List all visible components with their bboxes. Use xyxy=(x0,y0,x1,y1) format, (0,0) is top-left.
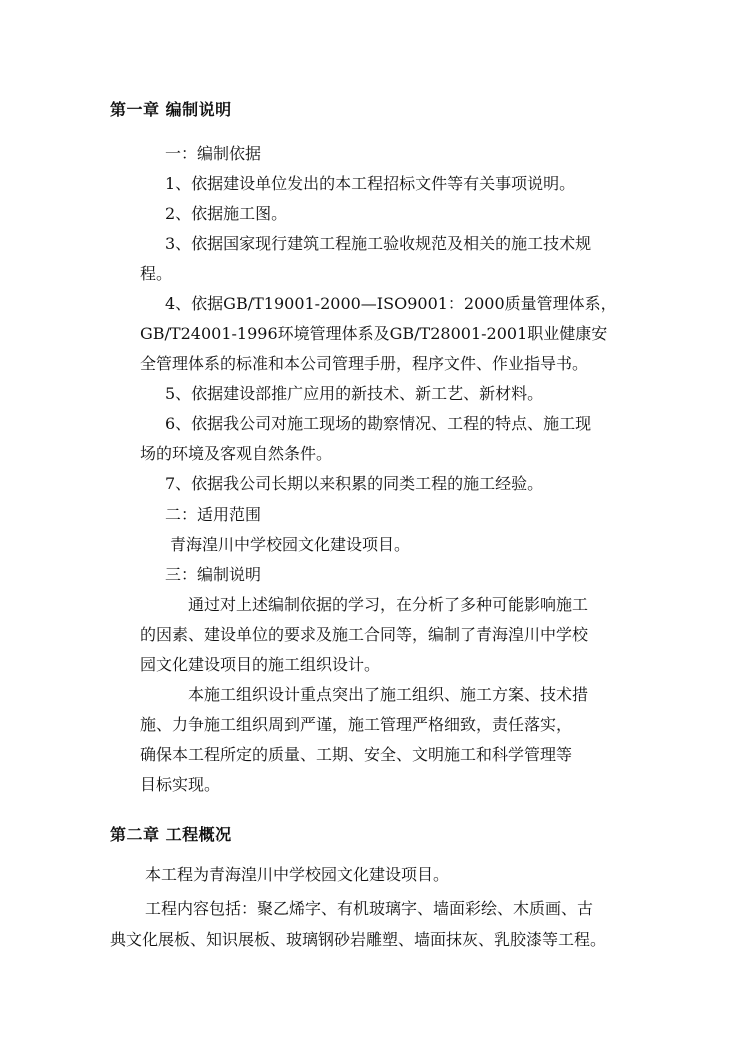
description-1-line-2: 的因素、建设单位的要求及施工合同等，编制了青海湟川中学校 xyxy=(140,625,589,644)
basis-item-1: 1、依据建设单位发出的本工程招标文件等有关事项说明。 xyxy=(165,174,576,193)
chapter-1-heading: 第一章 编制说明 xyxy=(110,100,232,119)
description-2-line-3: 确保本工程所定的质量、工期、安全、文明施工和科学管理等 xyxy=(140,745,573,764)
description-2-line-4: 目标实现。 xyxy=(140,775,221,794)
basis-item-3-line-2: 程。 xyxy=(140,264,173,283)
description-2-line-2: 施、力争施工组织周到严谨，施工管理严格细致，责任落实， xyxy=(140,715,573,734)
description-2-line-1: 本施工组织设计重点突出了施工组织、施工方案、技术措 xyxy=(188,685,589,704)
basis-item-4-line-3: 全管理体系的标准和本公司管理手册，程序文件、作业指导书。 xyxy=(140,354,589,373)
basis-item-7: 7、依据我公司长期以来积累的同类工程的施工经验。 xyxy=(165,474,544,493)
basis-item-4-line-1: 4、依据GB/T19001-2000—ISO9001：2000质量管理体系， xyxy=(165,294,617,313)
section-3-title: 三：编制说明 xyxy=(165,565,262,584)
section-2-title: 二：适用范围 xyxy=(165,505,262,524)
basis-item-4-line-2: GB/T24001-1996环境管理体系及GB/T28001-2001职业健康安 xyxy=(140,324,608,343)
chapter-2-heading: 第二章 工程概况 xyxy=(110,825,232,844)
overview-paragraph-2-line-2: 典文化展板、知识展板、玻璃钢砂岩雕塑、墙面抹灰、乳胶漆等工程。 xyxy=(110,930,607,949)
basis-item-2: 2、依据施工图。 xyxy=(165,204,288,223)
basis-item-6-line-1: 6、依据我公司对施工现场的勘察情况、工程的特点、施工现 xyxy=(165,414,592,433)
description-1-line-3: 园文化建设项目的施工组织设计。 xyxy=(140,655,381,674)
basis-item-6-line-2: 场的环境及客观自然条件。 xyxy=(140,444,333,463)
scope-text: 青海湟川中学校园文化建设项目。 xyxy=(170,535,411,554)
section-1-title: 一：编制依据 xyxy=(165,144,262,163)
basis-item-3-line-1: 3、依据国家现行建筑工程施工验收规范及相关的施工技术规 xyxy=(165,234,592,253)
basis-item-5: 5、依据建设部推广应用的新技术、新工艺、新材料。 xyxy=(165,384,544,403)
overview-paragraph-1: 本工程为青海湟川中学校园文化建设项目。 xyxy=(145,865,450,884)
description-1-line-1: 通过对上述编制依据的学习，在分析了多种可能影响施工 xyxy=(188,595,589,614)
overview-paragraph-2-line-1: 工程内容包括：聚乙烯字、有机玻璃字、墙面彩绘、木质画、古 xyxy=(145,899,594,918)
